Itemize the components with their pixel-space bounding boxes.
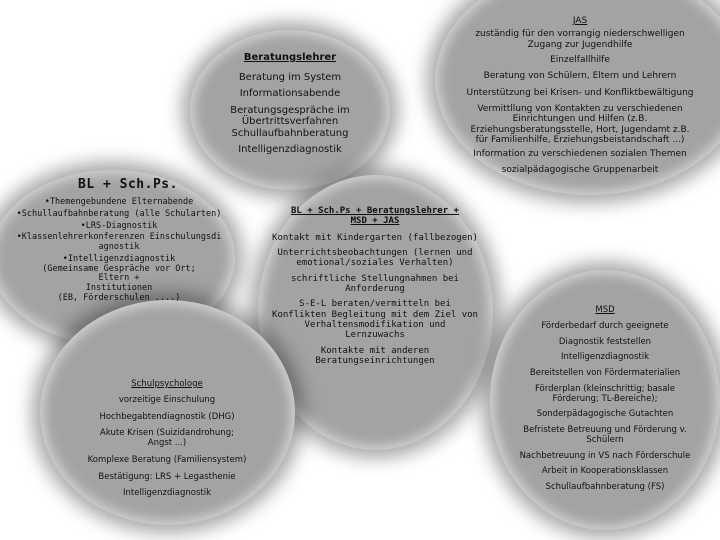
bl-schps-item: Institutionen <box>85 283 153 294</box>
msd-item: Förderbedarf durch geeignete <box>541 320 669 331</box>
msd-item: Nachbetreuung in VS nach Förderschule <box>519 450 691 461</box>
schulpsychologe-title: Schulpsychologe <box>131 379 203 389</box>
center-item: Kontakt mit Kindergarten (fallbezogen) <box>272 232 478 243</box>
bl-schps-item: agnostik <box>98 242 140 253</box>
bl-schps-item: •Schullaufbahnberatung (alle Schularten) <box>16 208 222 219</box>
msd-item: Förderung; TL-Bereiche); <box>552 393 658 404</box>
jas-item: Beratung von Schülern, Eltern und Lehrern <box>483 71 677 82</box>
jas-item: sozialpädagogische Gruppenarbeit <box>501 164 659 175</box>
msd-panel <box>500 306 710 493</box>
msd-item: Förderplan (kleinschrittig; basale <box>534 383 676 394</box>
jas-item: Unterstützung bei Krisen- und Konfliktbewältigung <box>466 87 694 98</box>
bl-schps-item: (Gemeinsame Gespräche vor Ort; <box>42 263 196 274</box>
center-item: Unterrichtsbeobachtungen (lernen und <box>277 248 473 259</box>
beratungslehrer-panel <box>196 52 384 156</box>
schulpsychologe-item: Akute Krisen (Suizidandrohung; <box>100 428 234 439</box>
center-item: Beratungseinrichtungen <box>315 356 435 367</box>
center-title-line2: MSD + JAS <box>350 216 400 227</box>
beratungslehrer-title: Beratungslehrer <box>243 52 337 63</box>
schulpsychologe-item: Bestätigung: LRS + Legasthenie <box>98 471 236 482</box>
schulpsychologe-item: Komplexe Beratung (Familiensystem) <box>87 454 247 465</box>
center-item: schriftliche Stellungnahmen bei <box>291 273 459 284</box>
msd-item: Sonderpädagogische Gutachten <box>536 409 674 420</box>
schulpsychologe-item: Angst ...) <box>147 438 187 449</box>
jas-item: Erziehungsberatungsstelle, Hort, Jugendamt z.B. <box>470 124 690 135</box>
center-item: Lernzuwachs <box>345 330 405 341</box>
bl-schps-title: BL + Sch.Ps. <box>78 177 178 192</box>
beratungslehrer-item: Beratung im System <box>238 71 342 83</box>
jas-title: JAS <box>572 16 588 26</box>
beratungslehrer-item: Intelligenzdiagnostik <box>238 144 342 155</box>
center-item: emotional/soziales Verhalten) <box>296 258 454 269</box>
center-item: Verhaltensmodifikation und <box>304 320 446 331</box>
center-item: S-E-L beraten/vermitteln bei <box>299 299 451 310</box>
beratungslehrer-item: Schullaufbahnberatung <box>231 127 349 139</box>
jas-item: Einzelfallhilfe <box>550 55 610 66</box>
jas-item: Zugang zur Jugendhilfe <box>527 39 633 50</box>
msd-item: Diagnostik feststellen <box>558 336 652 347</box>
center-item: Anforderung <box>345 284 405 295</box>
schulpsychologe-item: Hochbegabtendiagnostik (DHG) <box>99 411 235 422</box>
schulpsychologe-item: Intelligenzdiagnostik <box>122 488 211 499</box>
bl-schps-item: Eltern + <box>98 273 140 284</box>
jas-item: Information zu verschiedenen sozialen Themen <box>473 149 687 160</box>
jas-item: für Familienhilfe, Erziehungsbeistandschaft ...) <box>475 135 685 146</box>
jas-item: zuständig für den vorrangig niederschwelligen <box>475 29 685 40</box>
msd-item: Arbeit in Kooperationsklassen <box>541 466 669 477</box>
bl-schps-item: •Klassenlehrerkonferenzen Einschulungsdi <box>16 232 222 243</box>
beratungslehrer-item: Beratungsgespräche im <box>230 104 350 116</box>
center-title-line1: BL + Sch.Ps + Beratungslehrer + <box>291 206 459 216</box>
schulpsychologe-item: vorzeitige Einschulung <box>118 394 216 405</box>
jas-item: Einrichtungen und Hilfen (z.B. <box>512 114 648 125</box>
jas-panel <box>455 16 705 175</box>
msd-title: MSD <box>595 305 615 315</box>
bl-schps-panel <box>5 198 233 304</box>
msd-item: Schullaufbahnberatung (FS) <box>545 482 665 493</box>
bl-schps-item: (EB, Förderschulen ....) <box>57 292 181 303</box>
beratungslehrer-item: Übertrittsverfahren <box>241 116 339 127</box>
msd-item: Schülern <box>586 434 624 445</box>
msd-item: Befristete Betreuung und Förderung v. <box>523 425 687 436</box>
beratungslehrer-item: Informationsabende <box>239 88 341 99</box>
center-item: Konflikten Begleitung mit dem Ziel von <box>272 309 478 320</box>
center-item: Kontakte mit anderen <box>320 345 430 356</box>
center-panel <box>266 206 484 366</box>
msd-item: Intelligenzdiagnostik <box>560 352 649 363</box>
bl-schps-item: •LRS-Diagnostik <box>80 220 158 231</box>
jas-item: Vermittllung von Kontakten zu verschiedenen <box>477 104 683 115</box>
schulpsychologe-panel <box>62 380 272 499</box>
bl-schps-item: •Intelligenzdiagnostik <box>62 253 176 264</box>
bl-schps-item: •Themengebundene Elternabende <box>44 197 194 207</box>
msd-item: Bereitstellen von Fördermaterialien <box>529 368 681 379</box>
